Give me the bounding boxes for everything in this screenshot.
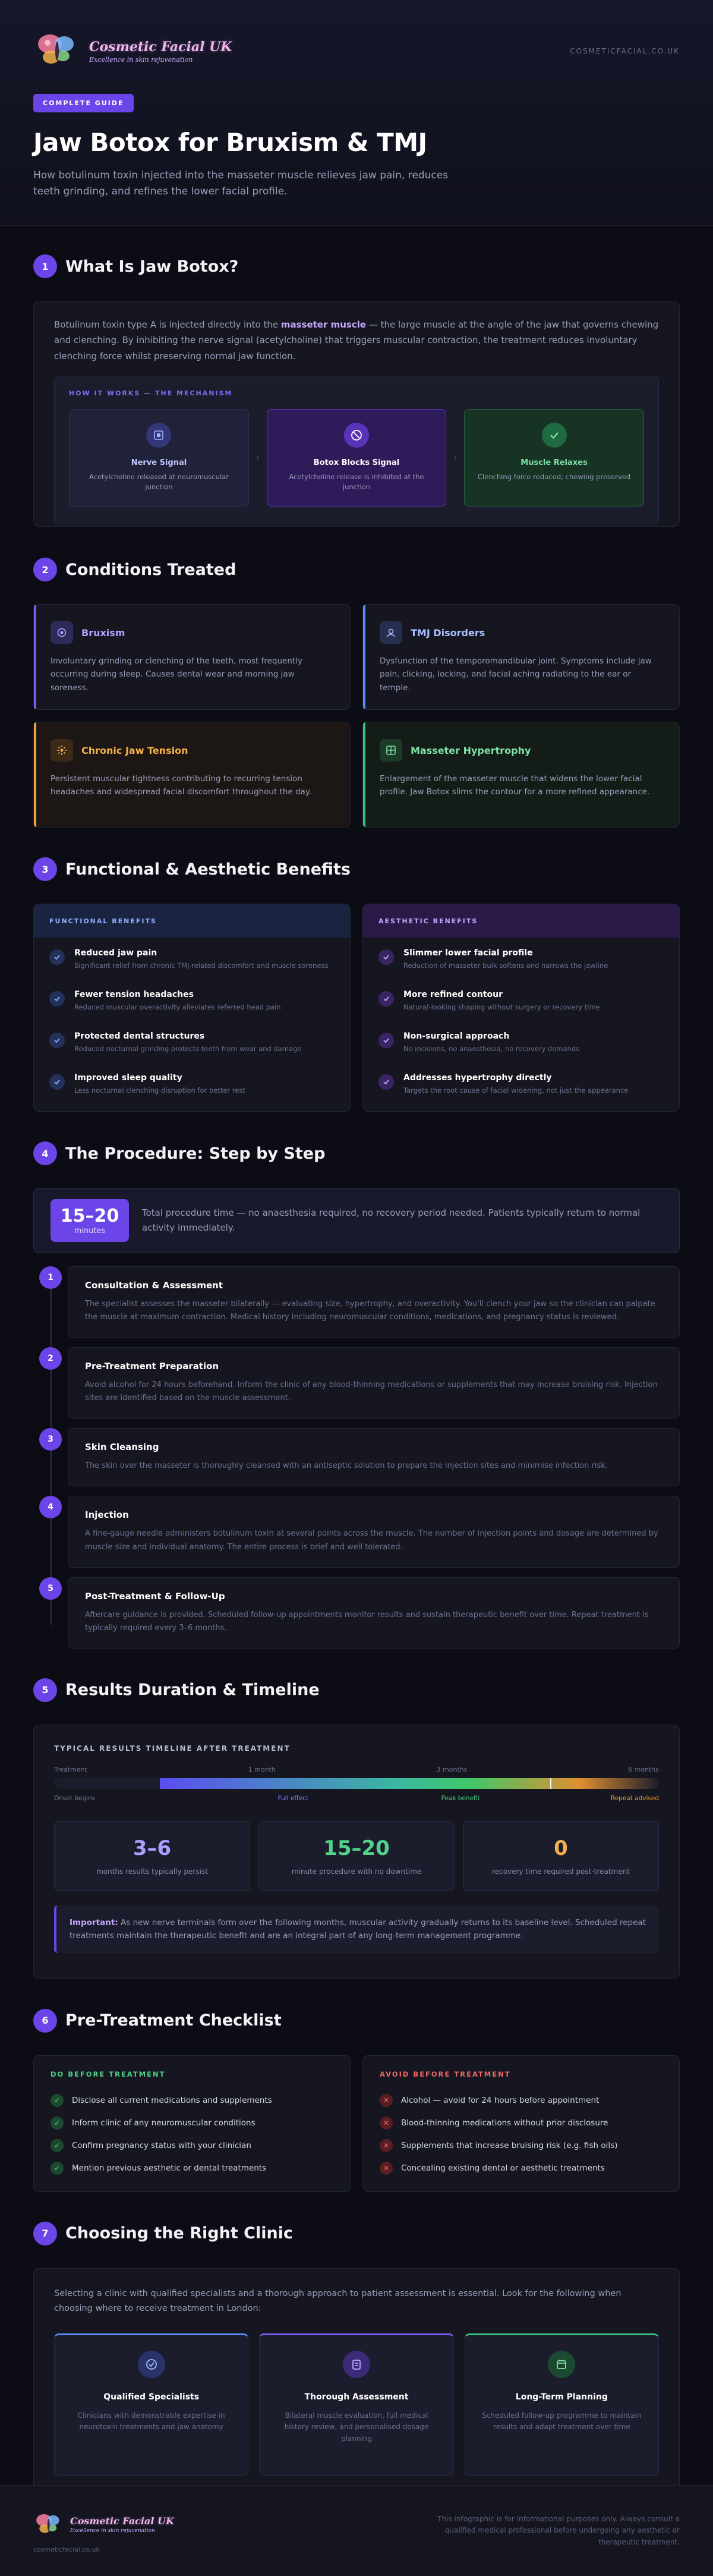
mechanism-panel	[54, 376, 659, 524]
section-results	[0, 1678, 713, 1979]
brand-logo[interactable]	[33, 26, 232, 76]
timeline-label: 1 month	[248, 1765, 276, 1773]
footer-logo-subtitle: Excellence in skin rejuvenation	[70, 2528, 155, 2534]
footer	[0, 2485, 713, 2576]
step-desc: A fine-gauge needle administers botulinum toxin at several points across the muscle. The number of injection points and dosage are determined by muscle size and individual anatomy. The entire process is brief and well tolerated.	[85, 1529, 658, 1552]
stat-duration	[54, 1821, 250, 1891]
section-procedure	[0, 1141, 713, 1649]
do-checklist-heading: DO BEFORE TREATMENT	[51, 2069, 166, 2078]
butterfly-logo-icon	[33, 26, 83, 76]
phase-full-effect: Full effect	[277, 1794, 308, 1802]
condition-desc: Dysfunction of the temporomandibular joint. Symptoms include jaw pain, clicking, locking, and facial aching radiating to the ear or temple.	[380, 656, 652, 693]
check-icon: ✓	[51, 2116, 64, 2130]
procedure-time-card	[33, 1188, 680, 1253]
step-desc: The specialist assesses the masseter bilaterally — evaluating size, hypertrophy, and overactivity. You'll clench your jaw so the clinician can palpate the muscle at maximum contraction. Medical history including neuromuscular conditions, medications, and pregnancy status is reviewed.	[85, 1300, 655, 1322]
procedure-time-text: Total procedure time — no anaesthesia required, no recovery period needed. Patients typically return to normal activity immediately.	[142, 1207, 641, 1233]
condition-name: TMJ Disorders	[411, 627, 485, 639]
criteria-desc: Bilateral muscle evaluation, full medical history review, and personalised dosage planning	[284, 2411, 429, 2443]
section-heading	[33, 2222, 680, 2245]
timeline-repeat-marker	[550, 1778, 551, 1789]
tooth-icon	[51, 621, 73, 644]
what-is-text	[54, 317, 659, 364]
criteria-title: Thorough Assessment	[304, 2392, 409, 2402]
benefit-title: Protected dental structures	[74, 1031, 205, 1041]
condition-desc: Enlargement of the masseter muscle that widens the lower facial profile. Jaw Botox slims the contour for a more refined appearance.	[380, 774, 650, 797]
section-what-is	[0, 254, 713, 527]
logo-text	[89, 39, 232, 64]
benefit-body	[403, 1031, 579, 1073]
stat-label: months results typically persist	[96, 1867, 208, 1876]
benefit-item	[49, 948, 335, 990]
step-card	[68, 1577, 680, 1649]
checklist-item	[380, 2089, 662, 2112]
checklist-item	[380, 2112, 662, 2134]
functional-benefits-list	[34, 938, 350, 1112]
benefit-item	[378, 948, 664, 990]
section-number: 4	[33, 1141, 57, 1165]
logo-row	[33, 26, 680, 76]
benefit-body	[74, 948, 328, 990]
conditions-grid	[33, 604, 680, 828]
criteria-title: Long-Term Planning	[515, 2392, 608, 2402]
step-title: Injection	[85, 1509, 129, 1521]
section-checklist	[0, 2009, 713, 2192]
do-checklist-card	[33, 2055, 351, 2192]
checklist-item	[380, 2134, 662, 2157]
timeline-title: TYPICAL RESULTS TIMELINE AFTER TREATMENT	[54, 1744, 291, 1753]
check-icon	[378, 991, 394, 1007]
footer-logo[interactable]	[33, 2509, 174, 2541]
step-number: 2	[39, 1347, 62, 1370]
benefit-body	[74, 990, 281, 1031]
condition-head	[380, 739, 662, 762]
grid-icon	[380, 739, 402, 762]
procedure-time-value: 15–20	[60, 1206, 119, 1226]
section-benefits	[0, 857, 713, 1112]
step-card	[68, 1428, 680, 1486]
benefit-desc: No incisions, no anaesthesia, no recovery demands	[403, 1045, 580, 1053]
functional-benefits-heading: FUNCTIONAL BENEFITS	[34, 904, 350, 938]
checklist-item	[51, 2134, 333, 2157]
step-card	[68, 1266, 680, 1338]
checklist-text: Confirm pregnancy status with your clinician	[72, 2140, 251, 2150]
what-is-card	[33, 301, 680, 527]
benefit-body	[403, 948, 608, 990]
benefit-title: More refined contour	[403, 990, 503, 999]
section-title: Conditions Treated	[65, 560, 236, 579]
footer-disclaimer: This infographic is for informational purposes only. Always consult a qualified medical professional before undergoing any aesthetic or therapeutic treatment.	[437, 2515, 680, 2546]
stat-label: minute procedure with no downtime	[291, 1867, 422, 1876]
timeline-label: Treatment	[54, 1765, 87, 1773]
mechanism-desc: Acetylcholine released at neuromuscular junction	[89, 472, 229, 491]
phase-onset: Onset begins	[54, 1794, 96, 1802]
logo-title: Cosmetic Facial UK	[89, 39, 232, 55]
procedure-step	[33, 1496, 680, 1567]
benefit-body	[74, 1031, 301, 1073]
condition-name: Chronic Jaw Tension	[81, 744, 188, 756]
criteria-desc: Scheduled follow-up programme to maintain results and adapt treatment over time	[482, 2411, 642, 2432]
section-title: Choosing the Right Clinic	[65, 2224, 293, 2243]
logo-subtitle: Excellence in skin rejuvenation	[89, 55, 193, 64]
step-card	[68, 1347, 680, 1418]
benefit-title: Fewer tension headaches	[74, 990, 194, 999]
step-number: 5	[39, 1577, 62, 1600]
benefit-item	[49, 1031, 335, 1073]
condition-card-jaw-tension	[33, 722, 351, 828]
checklist-item	[51, 2112, 333, 2134]
checklist-text: Alcohol — avoid for 24 hours before appointment	[401, 2095, 600, 2105]
section-conditions	[0, 558, 713, 828]
section-heading	[33, 558, 680, 581]
calendar-icon	[548, 2351, 575, 2378]
benefit-body	[403, 990, 600, 1031]
benefit-desc: Significant relief from chronic TMJ-related discomfort and muscle soreness	[74, 961, 329, 970]
mechanism-step-botox-blocks	[267, 409, 447, 507]
stat-label: recovery time required post-treatment	[492, 1867, 630, 1876]
condition-desc: Involuntary grinding or clenching of the teeth, most frequently occurring during sleep. Causes dental wear and morning jaw soreness.	[51, 656, 302, 693]
text-part: — the large muscle at the angle of the jaw that governs chewing and clenching. By inhibiting the nerve signal (acetylcholine) that triggers muscular contraction, the treatment reduces involuntary clenching force whilst preserving normal jaw function.	[54, 319, 659, 361]
footer-logo-text	[70, 2515, 174, 2534]
step-number: 4	[39, 1496, 62, 1518]
section-title: Pre-Treatment Checklist	[65, 2011, 282, 2030]
important-note	[54, 1905, 659, 1954]
check-icon: ✓	[51, 2139, 64, 2152]
section-title: What Is Jaw Botox?	[65, 257, 239, 276]
procedure-time-unit: minutes	[74, 1226, 106, 1235]
avoid-checklist-card	[362, 2055, 680, 2192]
benefit-body	[74, 1073, 245, 1112]
section-number: 5	[33, 1678, 57, 1702]
benefit-item	[49, 1073, 335, 1112]
check-icon	[378, 949, 394, 965]
footer-logo-title: Cosmetic Facial UK	[70, 2515, 174, 2527]
checklist-text: Disclose all current medications and supplements	[72, 2095, 272, 2105]
section-title: Functional & Aesthetic Benefits	[65, 860, 351, 879]
mechanism-desc: Clenching force reduced; chewing preserved	[478, 472, 631, 481]
cross-icon: ✕	[380, 2162, 393, 2175]
step-desc: The skin over the masseter is thoroughly cleansed with an antiseptic solution to prepare the injection sites and minimise infection risk.	[85, 1461, 608, 1471]
stat-value: 15–20	[323, 1836, 390, 1860]
check-icon	[49, 1074, 65, 1090]
nerve-icon	[146, 423, 171, 448]
timeline-bar	[54, 1778, 659, 1789]
benefit-desc: Natural-looking shaping without surgery or recovery time	[403, 1003, 600, 1011]
joint-icon	[380, 621, 402, 644]
benefit-item	[378, 990, 664, 1031]
checklist-item	[380, 2157, 662, 2179]
checklist-text: Mention previous aesthetic or dental treatments	[72, 2163, 267, 2173]
mechanism-name: Muscle Relaxes	[520, 458, 588, 467]
section-number: 2	[33, 558, 57, 581]
text-part: Botulinum toxin type A is injected directly into the	[54, 319, 281, 330]
check-icon	[378, 1074, 394, 1090]
mechanism-step-nerve-signal	[69, 409, 249, 507]
stat-value: 3–6	[132, 1836, 172, 1860]
mechanism-title: HOW IT WORKS — THE MECHANISM	[69, 389, 233, 397]
step-number: 1	[39, 1266, 62, 1289]
procedure-step	[33, 1577, 680, 1649]
mechanism-row	[69, 409, 644, 507]
tension-icon	[51, 739, 73, 762]
benefit-desc: Targets the root cause of facial widening, not just the appearance	[403, 1086, 629, 1094]
mechanism-name: Nerve Signal	[131, 458, 187, 467]
condition-card-tmj	[362, 604, 680, 710]
checklist-item	[51, 2089, 333, 2112]
timeline-labels	[54, 1766, 659, 1773]
condition-head	[380, 621, 662, 644]
condition-head	[51, 621, 333, 644]
complete-guide-badge: COMPLETE GUIDE	[33, 94, 134, 112]
step-title: Consultation & Assessment	[85, 1280, 223, 1291]
section-number: 3	[33, 857, 57, 881]
phase-peak-benefit: Peak benefit	[441, 1794, 480, 1802]
clinic-intro: Selecting a clinic with qualified specialists and a thorough approach to patient assessment is essential. Look for the following when choosing where to receive treatment in London:	[54, 2288, 621, 2314]
procedure-step	[33, 1266, 680, 1338]
arrow-right-icon: ›	[255, 452, 260, 463]
avoid-checklist-heading: AVOID BEFORE TREATMENT	[380, 2069, 511, 2078]
aesthetic-benefits-heading: AESTHETIC BENEFITS	[363, 904, 679, 938]
badge-icon	[138, 2351, 165, 2378]
clinic-criteria-grid	[54, 2333, 659, 2476]
benefit-title: Slimmer lower facial profile	[403, 948, 533, 958]
page-description: How botulinum toxin injected into the masseter muscle relieves jaw pain, reduces teeth grinding, and refines the lower facial profile.	[33, 169, 449, 198]
section-heading	[33, 2009, 680, 2033]
check-icon	[542, 423, 567, 448]
timeline-fill	[160, 1778, 659, 1789]
check-icon	[49, 991, 65, 1007]
note-label: Important:	[70, 1917, 118, 1927]
benefit-title: Reduced jaw pain	[74, 948, 157, 958]
step-title: Pre-Treatment Preparation	[85, 1361, 219, 1372]
step-card	[68, 1496, 680, 1567]
checklist-grid	[33, 2055, 680, 2192]
clinic-card	[33, 2268, 680, 2506]
section-number: 6	[33, 2009, 57, 2033]
section-number: 1	[33, 254, 57, 278]
mechanism-step-muscle-relaxes	[464, 409, 644, 507]
condition-card-bruxism	[33, 604, 351, 710]
timeline-phases	[54, 1795, 659, 1807]
check-icon: ✓	[51, 2162, 64, 2175]
section-clinic	[0, 2222, 713, 2506]
benefit-title: Improved sleep quality	[74, 1073, 182, 1083]
benefit-desc: Reduction of masseter bulk softens and narrows the jawline	[403, 961, 608, 970]
benefit-desc: Reduced nocturnal grinding protects teeth from wear and damage	[74, 1045, 302, 1053]
procedure-time-badge	[51, 1199, 129, 1242]
procedure-step	[33, 1347, 680, 1418]
condition-name: Bruxism	[81, 627, 125, 639]
butterfly-logo-icon	[33, 2509, 65, 2541]
benefit-desc: Reduced muscular overactivity alleviates referred head pain	[74, 1003, 281, 1011]
section-heading	[33, 1678, 680, 1702]
criteria-title: Qualified Specialists	[103, 2392, 200, 2402]
step-number: 3	[39, 1428, 62, 1451]
stat-procedure-time	[258, 1821, 455, 1891]
benefit-item	[49, 990, 335, 1031]
section-heading	[33, 254, 680, 278]
section-title: The Procedure: Step by Step	[65, 1144, 326, 1163]
hero-header	[0, 0, 713, 226]
checklist-item	[51, 2157, 333, 2179]
checklist-text: Supplements that increase bruising risk (e.g. fish oils)	[401, 2140, 618, 2150]
mechanism-name: Botox Blocks Signal	[313, 458, 400, 467]
clipboard-icon	[343, 2351, 370, 2378]
note-text: As new nerve terminals form over the following months, muscular activity gradually returns to its baseline level. Scheduled repeat treatments maintain the therapeutic benefit and are an integral part of any long-term management programme.	[70, 1917, 646, 1941]
step-desc: Avoid alcohol for 24 hours beforehand. Inform the clinic of any blood-thinning medications or supplements that may increase bruising risk. Injection sites are identified based on the muscle assessment.	[85, 1380, 658, 1403]
cross-icon: ✕	[380, 2094, 393, 2107]
domain-link[interactable]: COSMETICFACIAL.CO.UK	[570, 47, 680, 55]
step-title: Post-Treatment & Follow-Up	[85, 1590, 225, 1602]
results-card	[33, 1725, 680, 1979]
benefit-title: Non-surgical approach	[403, 1031, 510, 1041]
criteria-desc: Clinicians with demonstrable expertise in neurotoxin treatments and jaw anatomy	[77, 2411, 225, 2432]
arrow-right-icon: ›	[453, 452, 458, 463]
results-stats	[54, 1821, 659, 1891]
masseter-highlight: masseter muscle	[280, 319, 367, 330]
check-icon	[49, 949, 65, 965]
benefit-desc: Less nocturnal clenching disruption for better rest	[74, 1086, 245, 1094]
condition-card-masseter-hypertrophy	[362, 722, 680, 828]
benefit-body	[403, 1073, 628, 1112]
condition-head	[51, 739, 333, 762]
benefits-grid	[33, 904, 680, 1112]
stat-recovery	[463, 1821, 659, 1891]
cross-icon: ✕	[380, 2116, 393, 2130]
aesthetic-benefits-card	[362, 904, 680, 1112]
procedure-step	[33, 1428, 680, 1486]
criteria-long-term-planning	[465, 2333, 659, 2476]
aesthetic-benefits-list	[363, 938, 679, 1112]
checklist-text: Blood-thinning medications without prior disclosure	[401, 2118, 608, 2128]
step-title: Skin Cleansing	[85, 1442, 159, 1453]
condition-desc: Persistent muscular tightness contributing to recurring tension headaches and widespread facial discomfort throughout the day.	[51, 774, 312, 797]
checklist-text: Inform clinic of any neuromuscular conditions	[72, 2118, 255, 2128]
check-icon: ✓	[51, 2094, 64, 2107]
criteria-thorough-assessment	[259, 2333, 453, 2476]
cross-icon: ✕	[380, 2139, 393, 2152]
timeline-label: 6 months	[628, 1765, 659, 1773]
benefit-item	[378, 1031, 664, 1073]
checklist-text: Concealing existing dental or aesthetic treatments	[401, 2163, 605, 2173]
step-desc: Aftercare guidance is provided. Scheduled follow-up appointments monitor results and sustain therapeutic benefit over time. Repeat treatment is typically required every 3–6 months.	[85, 1610, 649, 1633]
phase-repeat-advised: Repeat advised	[610, 1794, 659, 1802]
section-number: 7	[33, 2222, 57, 2245]
footer-domain-link[interactable]: cosmeticfacial.co.uk	[33, 2545, 100, 2553]
mechanism-desc: Acetylcholine release is inhibited at the junction	[289, 472, 424, 491]
criteria-qualified-specialists	[54, 2333, 248, 2476]
section-title: Results Duration & Timeline	[65, 1681, 320, 1700]
avoid-checklist	[380, 2089, 662, 2179]
do-checklist	[51, 2089, 333, 2179]
functional-benefits-card	[33, 904, 351, 1112]
benefit-title: Addresses hypertrophy directly	[403, 1073, 552, 1083]
procedure-steps	[33, 1266, 680, 1649]
benefit-item	[378, 1073, 664, 1112]
condition-name: Masseter Hypertrophy	[411, 744, 531, 756]
timeline-label: 3 months	[436, 1765, 468, 1773]
stat-value: 0	[554, 1836, 568, 1860]
section-heading	[33, 857, 680, 881]
check-icon	[378, 1033, 394, 1048]
footer-brand	[33, 2509, 174, 2553]
section-heading	[33, 1141, 680, 1165]
block-icon	[344, 423, 369, 448]
check-icon	[49, 1033, 65, 1048]
page-title: Jaw Botox for Bruxism & TMJ	[33, 128, 427, 157]
